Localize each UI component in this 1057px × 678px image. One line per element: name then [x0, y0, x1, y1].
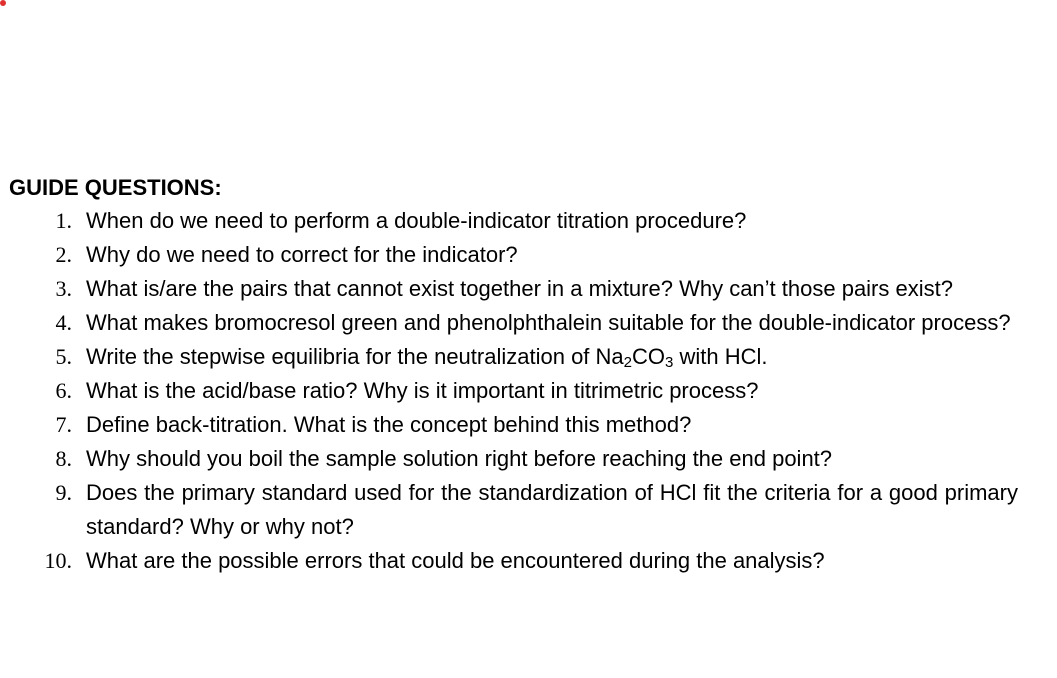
red-dot-mark — [0, 0, 6, 6]
question-text-part: CO — [632, 344, 665, 369]
question-item — [0, 340, 1018, 374]
question-list — [0, 204, 1057, 578]
question-text — [86, 340, 1018, 374]
page-heading: GUIDE QUESTIONS: — [9, 175, 222, 200]
question-item — [0, 272, 1018, 306]
subscript: 2 — [623, 354, 632, 371]
question-text: When do we need to perform a double-indicator titration procedure? — [86, 208, 747, 233]
question-number: 5. — [55, 344, 72, 369]
question-number: 8. — [55, 446, 72, 471]
question-text: Define back-titration. What is the concept behind this method? — [86, 412, 692, 437]
question-number: 4. — [55, 310, 72, 335]
question-item — [0, 442, 1018, 476]
question-number: 10. — [44, 548, 72, 573]
question-text: What are the possible errors that could be encountered during the analysis? — [86, 548, 825, 573]
question-text-part: Write the stepwise equilibria for the neutralization of Na — [86, 344, 624, 369]
subscript: 3 — [665, 354, 674, 371]
question-item — [0, 306, 1018, 340]
question-number: 9. — [55, 480, 72, 505]
question-number: 7. — [55, 412, 72, 437]
question-text: Why should you boil the sample solution right before reaching the end point? — [86, 446, 833, 471]
question-number: 3. — [55, 276, 72, 301]
question-text-part: with HCl. — [673, 344, 768, 369]
question-item — [0, 476, 1018, 544]
question-item — [0, 238, 1018, 272]
question-item — [0, 408, 1018, 442]
question-number: 1. — [55, 208, 72, 233]
question-text: Why do we need to correct for the indicator? — [86, 242, 518, 267]
question-text: What is the acid/base ratio? Why is it important in titrimetric process? — [86, 378, 759, 403]
question-text: Does the primary standard used for the standardization of HCl fit the criteria for a good primary standard? Why or why not? — [86, 480, 1018, 539]
question-item — [0, 544, 1018, 578]
question-item — [0, 374, 1018, 408]
question-text: What makes bromocresol green and phenolphthalein suitable for the double-indicator process? — [86, 310, 1011, 335]
question-text: What is/are the pairs that cannot exist together in a mixture? Why can’t those pairs exist? — [86, 276, 953, 301]
question-number: 6. — [55, 378, 72, 403]
question-number: 2. — [55, 242, 72, 267]
question-item — [0, 204, 1018, 238]
